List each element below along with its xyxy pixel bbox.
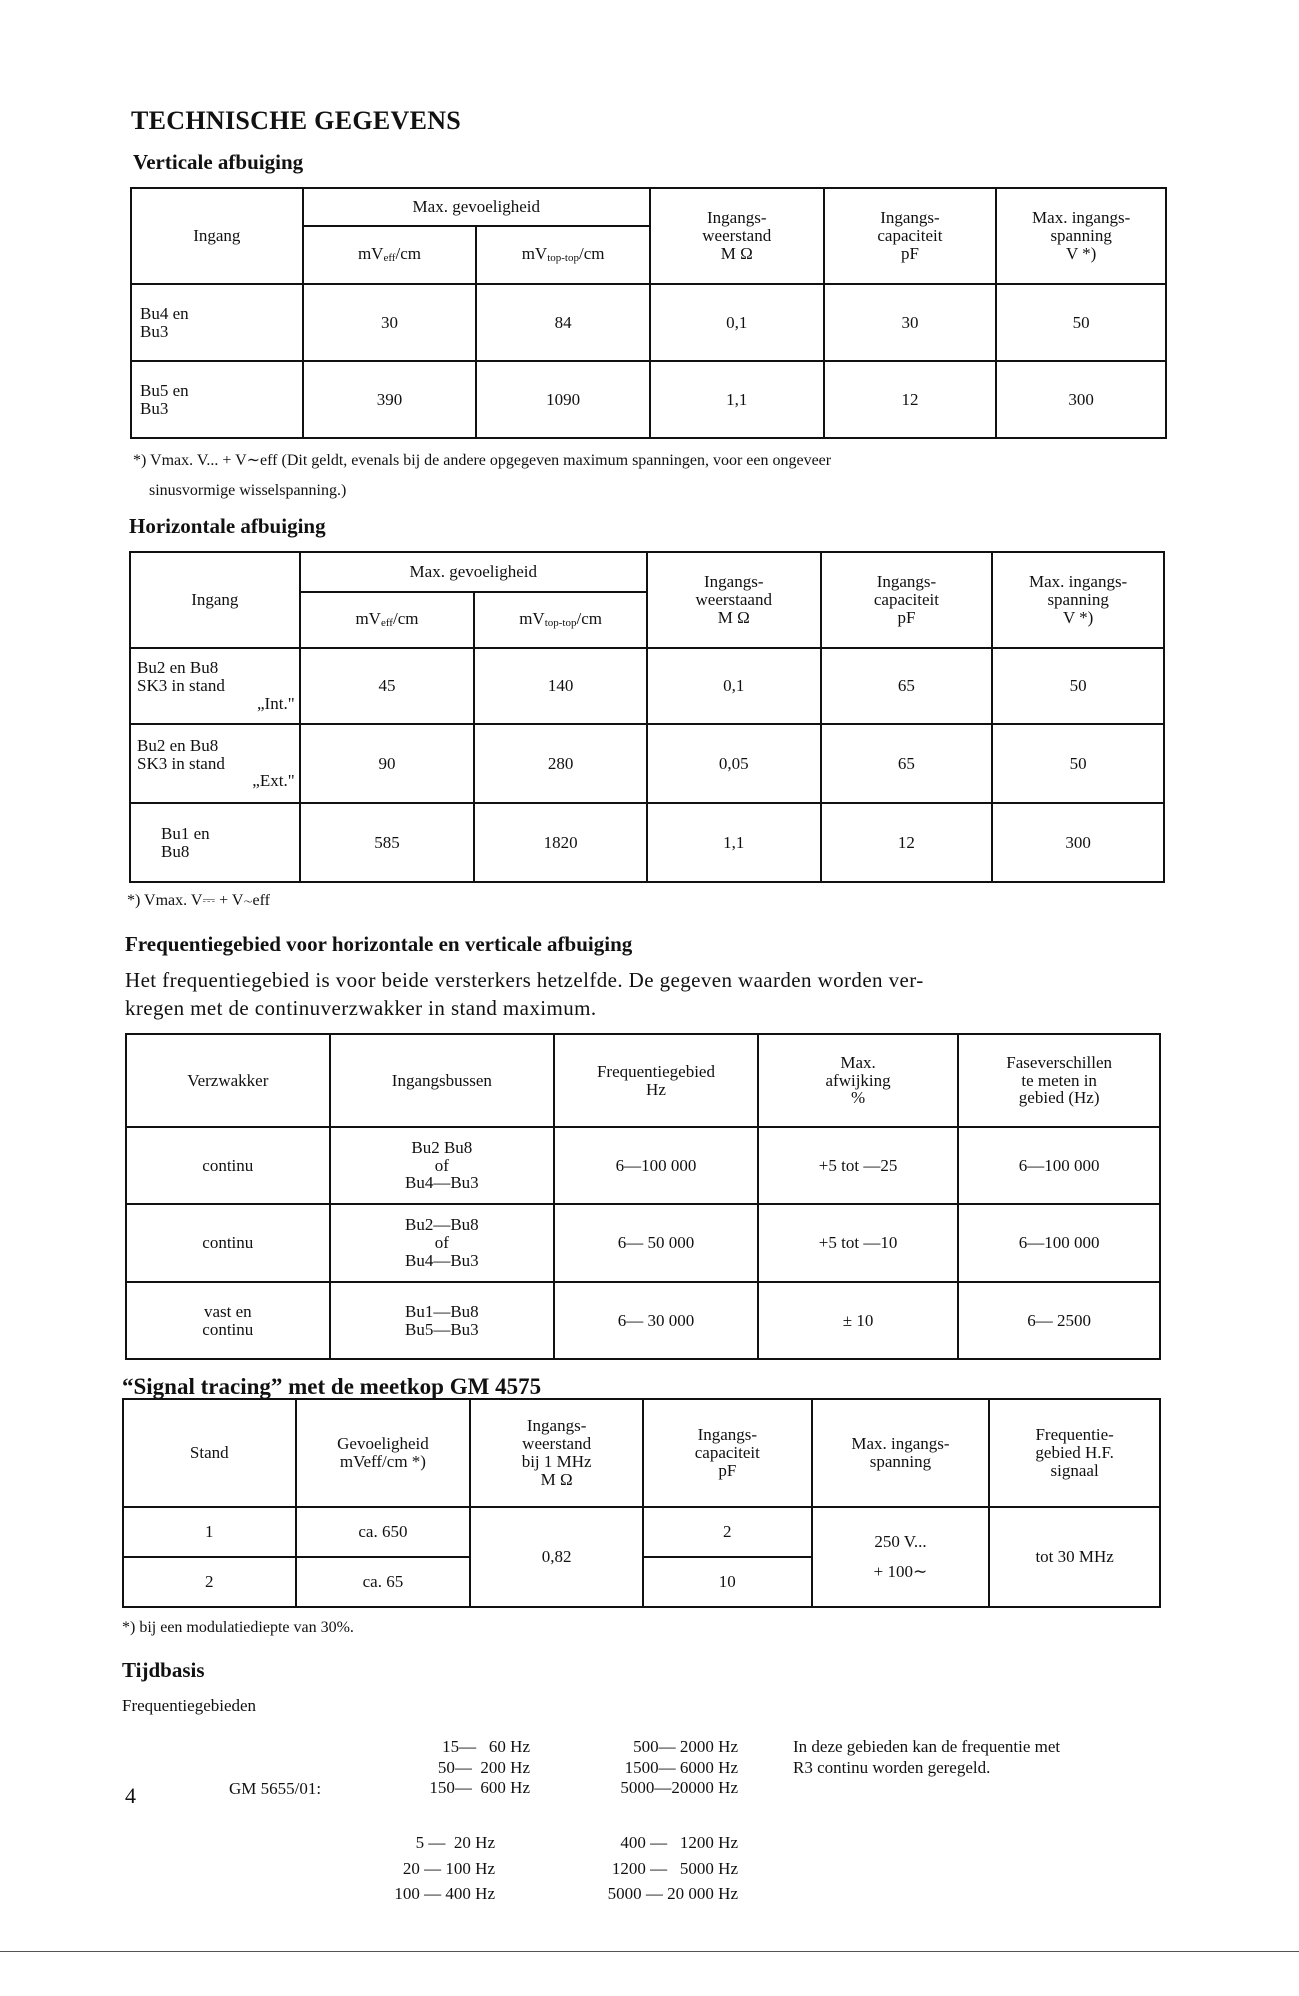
table-cell: Bu4 en Bu3 [131,284,303,361]
table-cell: 50 [996,284,1166,361]
table-cell: 6— 30 000 [554,1282,758,1359]
header-mveff: $mV_{eff}/cm$ [303,226,477,284]
table-cell: Bu5 en Bu3 [131,361,303,438]
table-cell: 84 [476,284,650,361]
table-row [126,1204,1160,1282]
table-cell: Max. ingangs- spanning [812,1399,990,1507]
table-cell: Bu2 Bu8 of Bu4—Bu3 [330,1127,555,1204]
table-cell: ± 10 [758,1282,959,1359]
table-cell: 1 [123,1507,296,1557]
table-cell: 30 [303,284,477,361]
table-cell: 0,82 [470,1507,643,1607]
table-cell: Bu2 en Bu8 SK3 in stand „Int." [130,648,300,724]
table-cell: Verzwakker [126,1034,330,1127]
table-cell: 250 V... + 100∼ [812,1507,990,1607]
horizontal-table [129,551,1165,883]
header-max-spanning: Max. ingangs- spanning V *) [992,552,1164,648]
table-row [126,1127,1160,1204]
table-cell: 300 [996,361,1166,438]
header-mvtoptop: $mV_{top-top}/cm$ [474,592,647,648]
table-cell: 65 [821,724,993,803]
table-cell: Ingangs- weerstand bij 1 MHz M Ω [470,1399,643,1507]
header-mveff: $mV_{eff}/cm$ [300,592,475,648]
table-cell: 6—100 000 [958,1127,1160,1204]
header-capaciteit: Ingangs- capaciteit pF [824,188,997,284]
table-cell: 30 [824,284,997,361]
header-max-spanning: Max. ingangs- spanning V *) [996,188,1166,284]
table-cell: Gevoeligheid mVeff/cm *) [296,1399,471,1507]
table-cell: tot 30 MHz [989,1507,1160,1607]
freq-ranges-col1: 15— 60 Hz 50— 200 Hz 150— 600 Hz [429,1737,530,1797]
gm-ranges-col1: 5 — 20 Hz 20 — 100 Hz 100 — 400 Hz [394,1833,495,1903]
table-cell: continu [126,1127,330,1204]
table-cell: Faseverschillen te meten in gebied (Hz) [958,1034,1160,1127]
table-row [130,724,1164,803]
table-cell: 65 [821,648,993,724]
header-ingang: Ingang [130,552,300,648]
table-row [131,361,1166,438]
horizontal-footnote: *) Vmax. V⎓ + V∼eff [127,892,270,909]
table-cell: 45 [300,648,475,724]
header-capaciteit: Ingangs- capaciteit pF [821,552,993,648]
table-row [126,1282,1160,1359]
header-max-gevoeligheid: Max. gevoeligheid [300,552,647,592]
table-cell: 1,1 [650,361,824,438]
table-cell: Ingangs- capaciteit pF [643,1399,812,1507]
table-cell: +5 tot —10 [758,1204,959,1282]
table-cell: 390 [303,361,477,438]
page-number: 4 [125,1783,136,1808]
table-cell: 1,1 [647,803,821,882]
table-cell: Frequentiegebied Hz [554,1034,758,1127]
table-cell: 6—100 000 [554,1127,758,1204]
signal-footnote: *) bij een modulatiediepte van 30%. [122,1619,354,1636]
table-cell: 2 [643,1507,812,1557]
table-cell: 0,1 [650,284,824,361]
frequentiegebied-paragraph: Het frequentiegebied is voor beide versterkers hetzelfde. De gegeven waarden worden ver- kregen met de continuverzwakker in stand maximum. [125,968,924,1020]
table-row [123,1507,1160,1557]
header-mvtoptop: $mV_{top-top}/cm$ [476,226,650,284]
table-cell: vast en continu [126,1282,330,1359]
header-weerstand: Ingangs- weerstaand M Ω [647,552,821,648]
tijdbasis-note: In deze gebieden kan de frequentie met R3 continu worden geregeld. [793,1737,1061,1777]
section-heading-signal-tracing: “Signal tracing” met de meetkop GM 4575 [122,1374,542,1399]
table-cell: 90 [300,724,475,803]
table-cell: 280 [474,724,647,803]
table-cell: 10 [643,1557,812,1607]
signal-tracing-table [122,1398,1161,1608]
table-cell: 0,1 [647,648,821,724]
table-cell: Frequentie- gebied H.F. signaal [989,1399,1160,1507]
gm-ranges-col2: 400 — 1200 Hz 1200 — 5000 Hz 5000 — 20 000 Hz [607,1833,738,1903]
table-cell: +5 tot —25 [758,1127,959,1204]
table-row [131,284,1166,361]
bottom-rule [0,1951,1299,1952]
table-cell: ca. 65 [296,1557,471,1607]
table-cell: 6—100 000 [958,1204,1160,1282]
table-cell: Bu2—Bu8 of Bu4—Bu3 [330,1204,555,1282]
table-cell: 140 [474,648,647,724]
table-cell: Bu1—Bu8 Bu5—Bu3 [330,1282,555,1359]
frequentiegebieden-label: Frequentiegebieden [122,1696,257,1715]
header-max-gevoeligheid: Max. gevoeligheid [303,188,650,226]
table-cell: 50 [992,648,1164,724]
table-cell: Max. afwijking % [758,1034,959,1127]
freq-ranges-col2: 500— 2000 Hz 1500— 6000 Hz 5000—20000 Hz [620,1737,738,1797]
section-heading-vertical: Verticale afbuiging [133,150,304,174]
table-header-row [123,1399,1160,1507]
table-row [130,648,1164,724]
table-cell: 1820 [474,803,647,882]
section-heading-horizontal: Horizontale afbuiging [129,514,326,538]
page-title: TECHNISCHE GEGEVENS [131,106,462,135]
vertical-table [130,187,1167,439]
table-cell: 6— 2500 [958,1282,1160,1359]
table-cell: 0,05 [647,724,821,803]
header-weerstand: Ingangs- weerstand M Ω [650,188,824,284]
table-cell: 585 [300,803,475,882]
frequentiegebied-table [125,1033,1161,1360]
table-cell: Bu1 en Bu8 [130,803,300,882]
table-cell: 50 [992,724,1164,803]
table-cell: Stand [123,1399,296,1507]
table-cell: 6— 50 000 [554,1204,758,1282]
table-cell: 300 [992,803,1164,882]
table-cell: 1090 [476,361,650,438]
section-heading-frequentiegebied: Frequentiegebied voor horizontale en verticale afbuiging [125,932,633,956]
table-cell: Ingangsbussen [330,1034,555,1127]
gm-label: GM 5655/01: [229,1779,322,1798]
table-row [130,803,1164,882]
table-cell: 12 [821,803,993,882]
table-cell: 2 [123,1557,296,1607]
table-header-row [126,1034,1160,1127]
section-heading-tijdbasis: Tijdbasis [122,1658,205,1682]
header-ingang: Ingang [131,188,303,284]
table-cell: continu [126,1204,330,1282]
table-cell: Bu2 en Bu8 SK3 in stand „Ext." [130,724,300,803]
table-cell: ca. 650 [296,1507,471,1557]
vertical-footnote: *) Vmax. V... + V∼eff (Dit geldt, evenals bij de andere opgegeven maximum spanningen, voor een ongeveer sinusvormige wisselspanning.) [133,452,832,499]
table-cell: 12 [824,361,997,438]
